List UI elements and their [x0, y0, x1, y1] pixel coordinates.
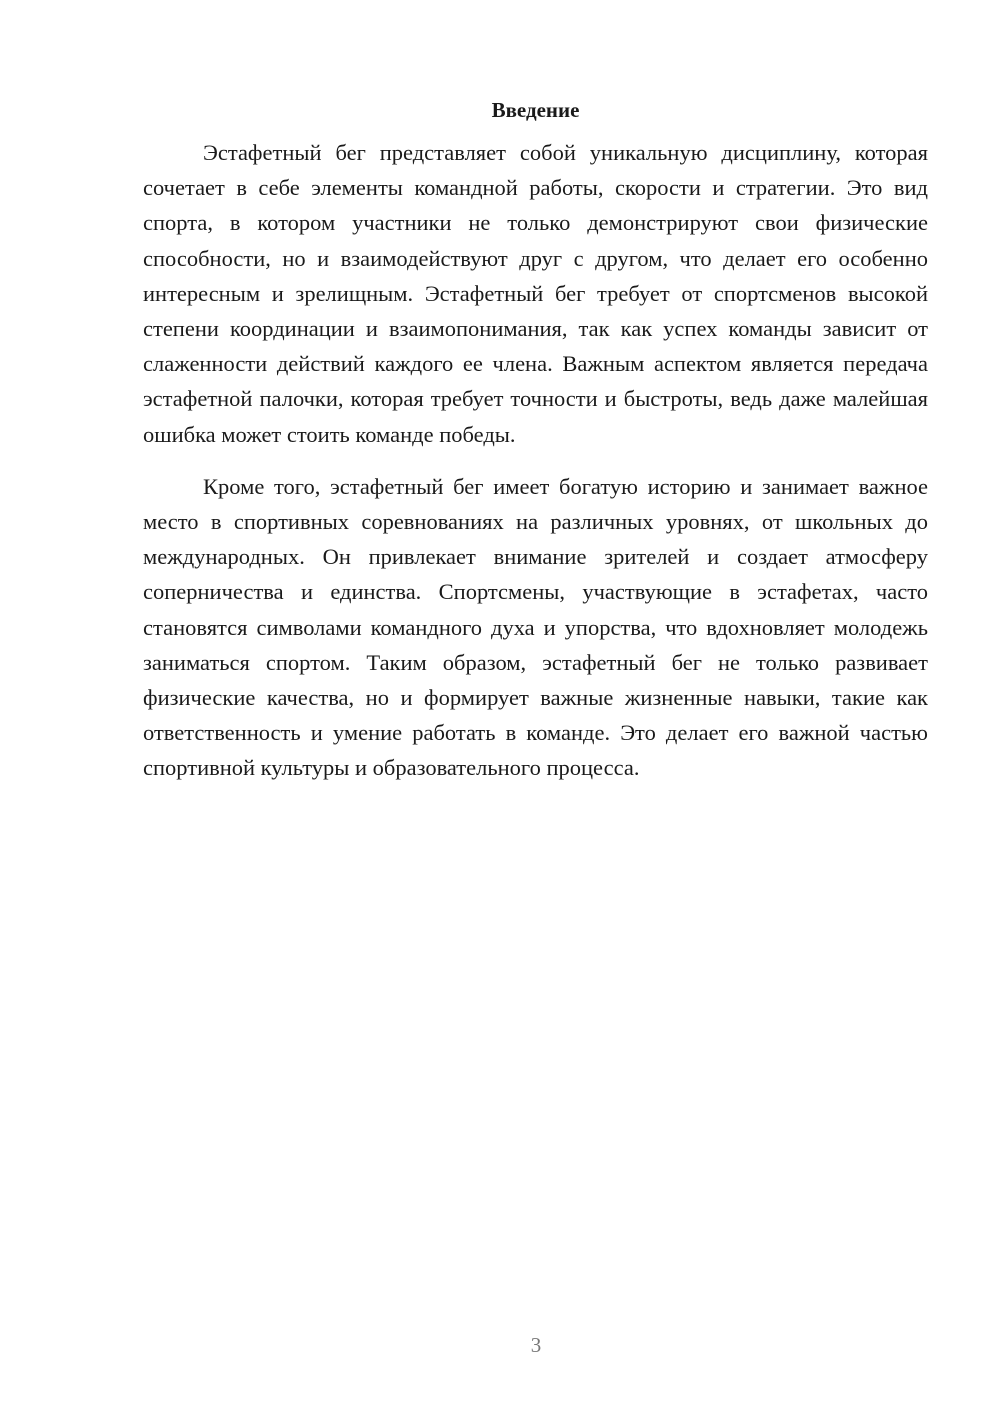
- section-title: Введение: [491, 98, 580, 122]
- page-content: [143, 95, 928, 786]
- paragraph-1: Эстафетный бег представляет собой уникальную дисциплину, которая сочетает в себе элементы командной работы, скорости и стратегии. Это вид спорта, в котором участники не только демонстрируют свои физические способности, но и взаимодействуют друг с другом, что делает его особенно интересным и зрелищным. Эстафетный бег требует от спортсменов высокой степени координации и взаимопонимания, так как успех команды зависит от слаженности действий каждого ее члена. Важным аспектом является передача эстафетной палочки, которая требует точности и быстроты, ведь даже малейшая ошибка может стоить команде победы.: [143, 140, 928, 447]
- paragraph-2: Кроме того, эстафетный бег имеет богатую историю и занимает важное место в спортивных соревнованиях на различных уровнях, от школьных до международных. Он привлекает внимание зрителей и создает атмосферу соперничества и единства. Спортсмены, участвующие в эстафетах, часто становятся символами командного духа и упорства, что вдохновляет молодежь заниматься спортом. Таким образом, эстафетный бег не только развивает физические качества, но и формирует важные жизненные навыки, такие как ответственность и умение работать в команде. Это делает его важной частью спортивной культуры и образовательного процесса.: [143, 473, 928, 781]
- page-number: 3: [530, 1333, 542, 1357]
